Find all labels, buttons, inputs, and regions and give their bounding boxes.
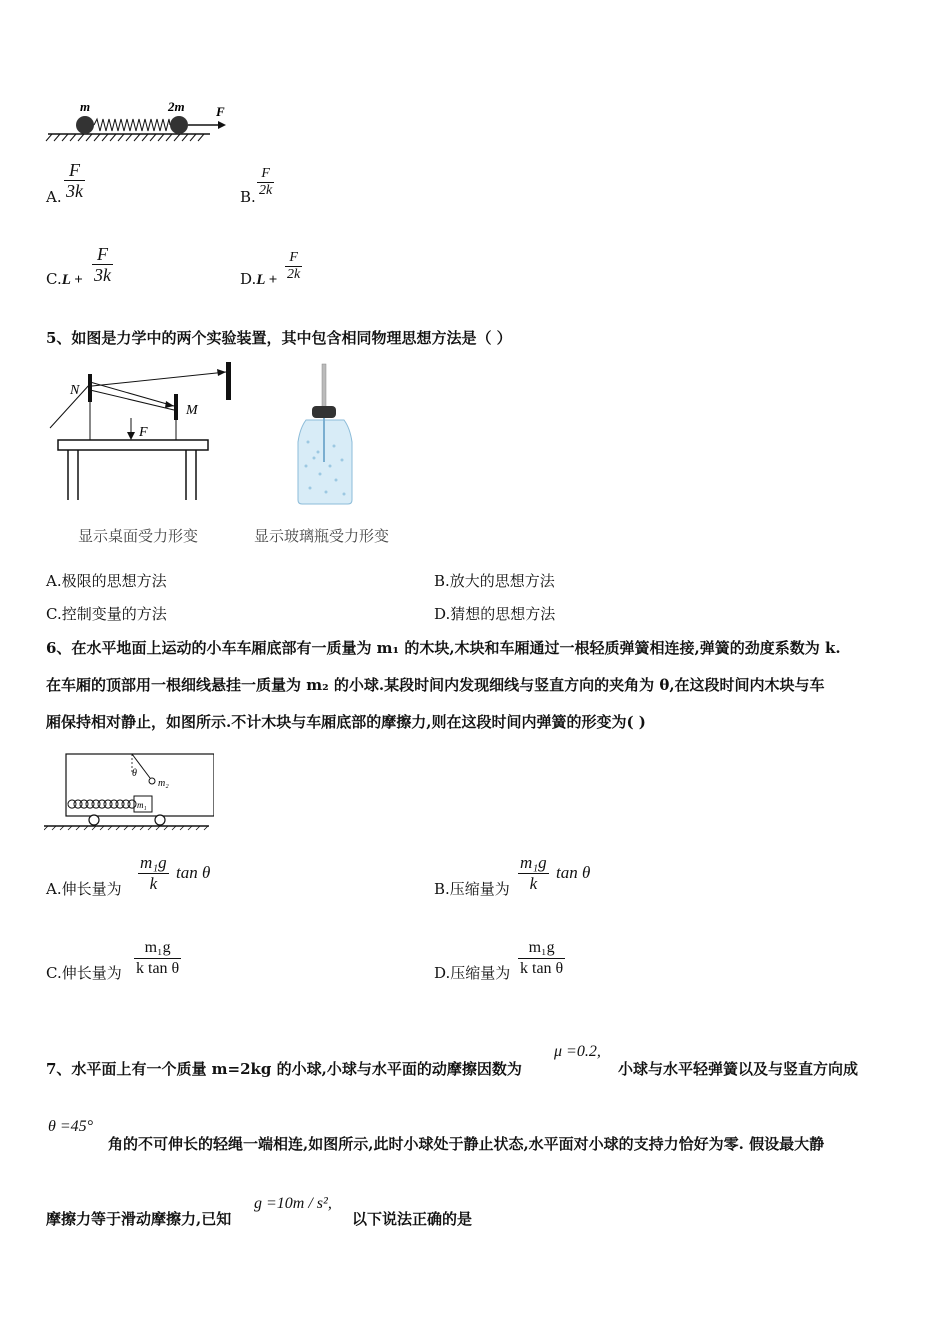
label-theta: θ [132, 768, 137, 779]
q4-option-c-letter: C. [46, 270, 62, 288]
q5-right-caption: 显示玻璃瓶受力形变 [254, 527, 390, 545]
q6-stem-line1: 6、在水平地面上运动的小车车厢底部有一质量为 m₁ 的木块,木块和车厢通过一根轻质弹簧相连接,弹簧的劲度系数为 k. [46, 639, 841, 657]
label-N: N [70, 383, 80, 398]
q6-stem-line3: 厢保持相对静止，如图所示.不计木块与车厢底部的摩擦力,则在这段时间内弹簧的形变为( ) [46, 713, 646, 731]
label-F-table: F [139, 425, 148, 440]
q7-part2: 小球与水平轻弹簧以及与竖直方向成 [618, 1060, 859, 1078]
q4-option-d-fraction: $\frac{F}{2k}$ [287, 250, 301, 282]
q6-option-c-fraction: $\frac{\text{m₁g}}{\text{k tan θ}}$ [136, 939, 180, 977]
q7-part4: 摩擦力等于滑动摩擦力,已知 [46, 1210, 232, 1228]
q4-option-d[interactable] [240, 270, 277, 289]
q5-option-b[interactable]: B.放大的思想方法 [434, 572, 555, 590]
q6-option-a-fraction: $\frac{\text{m₁g}}{k}$ [140, 853, 167, 893]
q4-option-d-letter: D. [240, 270, 257, 288]
table-deformation-figure [46, 360, 246, 505]
q4-option-a-letter: A. [46, 188, 62, 206]
q6-stem-line2: 在车厢的顶部用一根细线悬挂一质量为 m₂ 的小球.某段时间内发现细线与竖直方向的夹角为 θ,在这段时间内木块与车 [46, 676, 825, 694]
q7-part1: 7、水平面上有一个质量 m=2kg 的小球,小球与水平面的动摩擦因数为 [46, 1060, 522, 1078]
label-F: F [216, 104, 225, 119]
label-2m: 2m [168, 99, 185, 114]
q4-option-a-fraction: $\frac{F}{3k}$ [66, 160, 83, 201]
q4-option-b-letter: B. [240, 188, 256, 206]
q4-option-c[interactable] [46, 270, 83, 289]
q4-option-c-fraction: $\frac{F}{3k}$ [94, 244, 111, 285]
q7-part5: 以下说法正确的是 [352, 1210, 473, 1228]
q7-g: g =10m / s², [254, 1195, 332, 1212]
q7-part3: 角的不可伸长的轻绳一端相连,如图所示,此时小球处于静止状态,水平面对小球的支持力恰好为零. 假设最大静 [108, 1135, 825, 1153]
q6-option-b-fraction: $\frac{\text{m₁g}}{k}$ [520, 853, 547, 893]
mass-2m [170, 116, 188, 134]
q7-mu: μ =0.2, [554, 1043, 601, 1060]
label-M: M [186, 403, 198, 418]
q5-option-a[interactable]: A.极限的思想方法 [46, 572, 167, 590]
q6-option-a-label[interactable]: A.伸长量为 [46, 880, 122, 898]
label-m: m [80, 99, 91, 114]
q4-option-a[interactable] [46, 188, 62, 206]
q5-left-caption: 显示桌面受力形变 [78, 527, 199, 545]
q6-option-a-suffix: tan θ [176, 863, 211, 882]
q6-option-d-label[interactable]: D.压缩量为 [434, 964, 511, 982]
spring-masses-figure [44, 96, 244, 146]
cart-figure [44, 750, 214, 835]
q4-option-d-prefix: L + [256, 272, 278, 288]
glass-bottle-figure [290, 362, 360, 507]
q5-option-c[interactable]: C.控制变量的方法 [46, 605, 167, 623]
q4-option-b[interactable] [240, 188, 256, 206]
q6-option-c-label[interactable]: C.伸长量为 [46, 964, 122, 982]
q6-option-d-fraction: $\frac{\text{m₁g}}{\text{k tan θ}}$ [520, 939, 564, 977]
mass-m [76, 116, 94, 134]
q4-option-b-fraction: $\frac{F}{2k}$ [259, 166, 273, 198]
label-m1: m₁ [137, 800, 147, 810]
q5-option-d[interactable]: D.猜想的思想方法 [434, 605, 556, 623]
q6-option-b-suffix: tan θ [556, 863, 591, 882]
q6-option-b-label[interactable]: B.压缩量为 [434, 880, 510, 898]
q5-stem: 5、如图是力学中的两个实验装置，其中包含相同物理思想方法是（ ） [46, 329, 512, 347]
q7-theta: θ =45° [48, 1118, 94, 1135]
q4-option-c-prefix: L + [61, 272, 83, 288]
label-m2: m₂ [158, 778, 169, 789]
